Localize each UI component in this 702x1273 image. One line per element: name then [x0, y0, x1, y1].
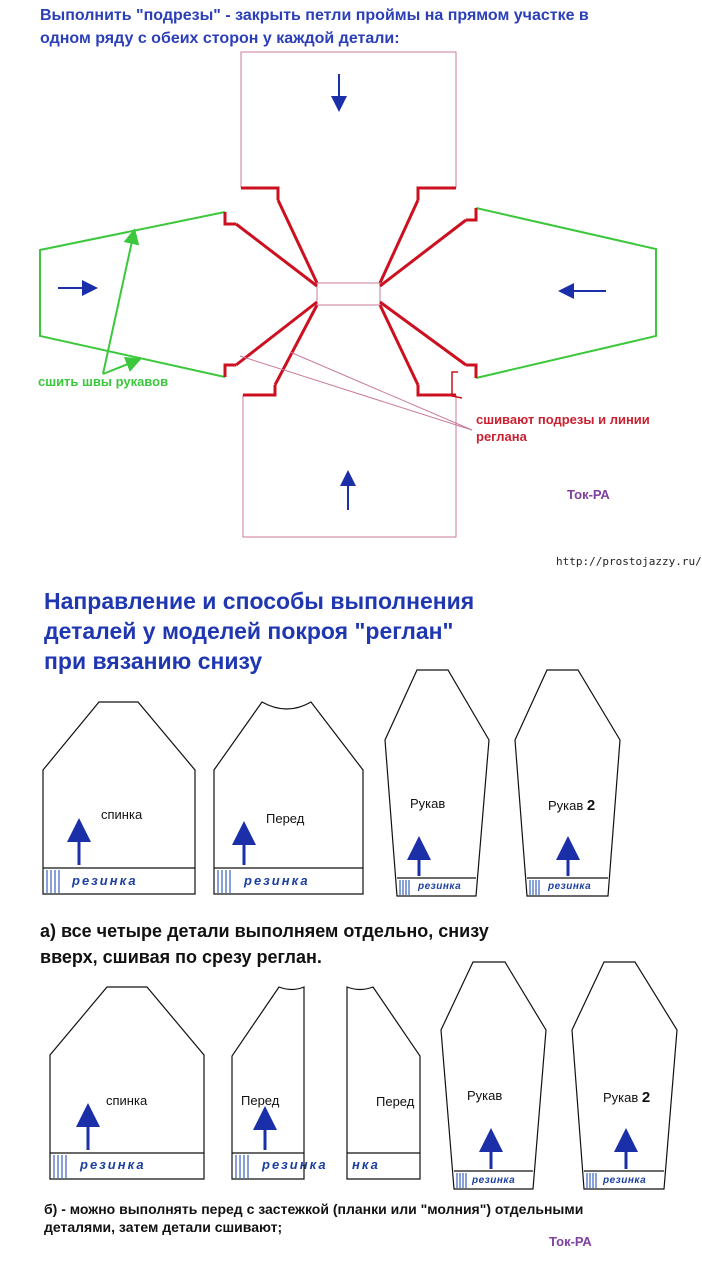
- row1-sleeve1-label: Рукав: [410, 796, 446, 811]
- row2-front-left-label: Перед: [241, 1093, 280, 1108]
- row1-back-label: спинка: [101, 807, 143, 822]
- row1-sleeve1: [385, 670, 489, 896]
- section-title-line1: Направление и способы выполнения: [44, 588, 475, 614]
- back-piece: [241, 52, 456, 283]
- row1-sleeve2-word: Рукав: [548, 798, 584, 813]
- row2-sleeve2-number: 2: [641, 1089, 651, 1106]
- top-title-line1: Выполнить "подрезы" - закрыть петли проймы на прямом участке в: [40, 7, 589, 24]
- neck-opening: [317, 283, 380, 305]
- top-signature: Ток-РА: [567, 487, 610, 502]
- row2-front-right-rib: нка: [352, 1157, 380, 1172]
- green-pointer-lines: [103, 232, 138, 374]
- row1-front-label: Перед: [266, 811, 305, 826]
- row1-sleeve2-rib: резинка: [548, 881, 592, 892]
- row2-back: [50, 987, 204, 1179]
- left-sleeve: [40, 212, 317, 377]
- row2-sleeve2: [572, 962, 677, 1189]
- row2-sleeve2-word: Рукав: [603, 1090, 639, 1105]
- text-a-line2: вверх, сшивая по срезу реглан.: [40, 947, 322, 967]
- sew-raglan-label-line1: сшивают подрезы и линии: [476, 412, 650, 427]
- row2-sleeve1-rib: резинка: [472, 1175, 516, 1186]
- right-sleeve: [380, 208, 656, 378]
- row1-front-rib: резинка: [244, 873, 310, 888]
- section-title-line2: деталей у моделей покроя "реглан": [44, 618, 454, 644]
- text-b-line1: б) - можно выполнять перед с застежкой (планки или "молния") отдельными: [44, 1201, 584, 1217]
- row1-back: [43, 702, 195, 894]
- row2-back-label: спинка: [106, 1093, 148, 1108]
- row2-sleeve1: [441, 962, 546, 1189]
- row1-sleeve1-rib: резинка: [418, 881, 462, 892]
- front-piece: [243, 305, 456, 537]
- row1-sleeve2-number: 2: [586, 797, 596, 814]
- text-a-line1: а) все четыре детали выполняем отдельно, снизу: [40, 921, 489, 941]
- sew-sleeve-seams-label: сшить швы рукавов: [38, 374, 169, 389]
- row1-front: [214, 702, 363, 894]
- text-b-line2: деталями, затем детали сшивают;: [44, 1219, 283, 1235]
- row1-back-rib: резинка: [72, 873, 138, 888]
- row2-front-right-label: Перед: [376, 1094, 415, 1109]
- row2-front-right: [347, 987, 420, 1179]
- bottom-signature: Ток-РА: [549, 1234, 592, 1249]
- top-title-line2: одном ряду с обеих сторон у каждой детали:: [40, 30, 400, 47]
- row2-back-rib: резинка: [80, 1157, 146, 1172]
- sew-raglan-label-line2: реглана: [476, 429, 527, 444]
- row2-front-left-rib: резинка: [262, 1157, 328, 1172]
- row1-sleeve2: [515, 670, 620, 896]
- row2-sleeve1-label: Рукав: [467, 1088, 503, 1103]
- row2-front-left: [232, 987, 304, 1179]
- section-title-line3: при вязанию снизу: [44, 648, 263, 674]
- row2-sleeve2-rib: резинка: [603, 1175, 647, 1186]
- site-url: http://prostojazzy.ru/: [556, 555, 702, 568]
